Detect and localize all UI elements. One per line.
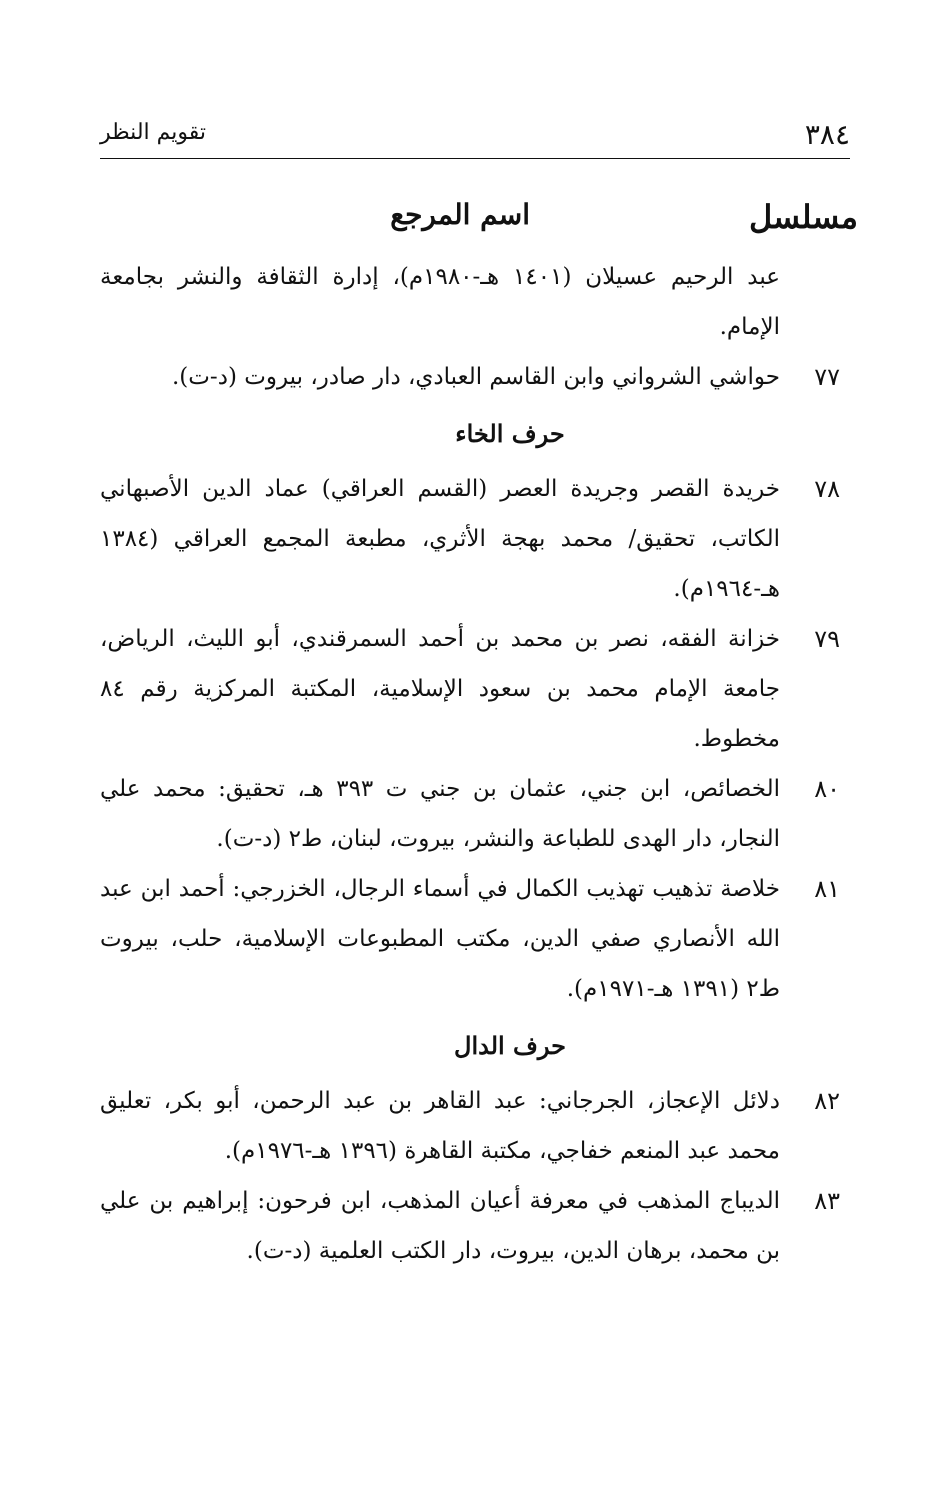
bibliography-entry bbox=[100, 864, 850, 1014]
bibliography-entry bbox=[100, 352, 850, 402]
entry-number: ٧٨ bbox=[814, 475, 840, 503]
entry-number: ٧٩ bbox=[814, 625, 840, 653]
entry-text: خزانة الفقه، نصر بن محمد بن أحمد السمرقندي، أبو الليث، الرياض، جامعة الإمام محمد بن سعود الإسلامية، المكتبة المركزية رقم ٨٤ مخطوط. bbox=[100, 626, 780, 752]
entry-text: خريدة القصر وجريدة العصر (القسم العراقي) عماد الدين الأصبهاني الكاتب، تحقيق/ محمد بهجة الأثري، مطبعة المجمع العراقي (١٣٨٤ هـ-١٩٦٤م). bbox=[100, 476, 780, 602]
entry-text: عبد الرحيم عسيلان (١٤٠١ هـ-١٩٨٠م)، إدارة الثقافة والنشر بجامعة الإمام. bbox=[100, 264, 780, 340]
page-number: ٣٨٤ bbox=[804, 118, 850, 151]
header-rule bbox=[100, 158, 850, 159]
bibliography-entry bbox=[100, 764, 850, 864]
column-headings bbox=[100, 198, 858, 248]
section-heading-dal: حرف الدال bbox=[454, 1031, 566, 1060]
entry-text: دلائل الإعجاز، الجرجاني: عبد القاهر بن عبد الرحمن، أبو بكر، تعليق محمد عبد المنعم خفاجي، مكتبة القاهرة (١٣٩٦ هـ-١٩٧٦م). bbox=[100, 1088, 780, 1164]
entry-text: خلاصة تذهيب تهذيب الكمال في أسماء الرجال، الخزرجي: أحمد ابن عبد الله الأنصاري صفي الدين، مكتب المطبوعات الإسلامية، حلب، بيروت ط٢ (١٣٩١ هـ-١٩٧١م). bbox=[100, 876, 780, 1002]
bibliography-entry bbox=[100, 464, 850, 614]
entry-text: الديباج المذهب في معرفة أعيان المذهب، ابن فرحون: إبراهيم بن علي بن محمد، برهان الدين، بيروت، دار الكتب العلمية (د-ت). bbox=[100, 1188, 780, 1264]
bibliography-entry-continued bbox=[100, 252, 850, 352]
serial-column-heading: مسلسل bbox=[748, 198, 858, 236]
entry-number: ٨١ bbox=[814, 875, 840, 903]
entry-text: الخصائص، ابن جني، عثمان بن جني ت ٣٩٣ هـ، تحقيق: محمد علي النجار، دار الهدى للطباعة والنشر، بيروت، لبنان، ط٢ (د-ت). bbox=[100, 776, 780, 852]
entry-number bbox=[780, 252, 850, 352]
bibliography-entry bbox=[100, 1076, 850, 1176]
entry-number: ٨٠ bbox=[814, 775, 840, 803]
entry-number: ٨٣ bbox=[814, 1187, 840, 1215]
entry-number: ٨٢ bbox=[814, 1087, 840, 1115]
reference-column-heading: اسم المرجع bbox=[390, 198, 530, 231]
entry-text: حواشي الشرواني وابن القاسم العبادي، دار صادر، بيروت (د-ت). bbox=[172, 364, 780, 390]
bibliography-entry bbox=[100, 614, 850, 764]
book-title: تقويم النظر bbox=[100, 120, 207, 145]
bibliography-entry bbox=[100, 1176, 850, 1276]
section-heading-kha: حرف الخاء bbox=[455, 419, 565, 448]
bibliography-list bbox=[100, 252, 850, 1276]
running-header bbox=[100, 118, 850, 158]
entry-number: ٧٧ bbox=[814, 363, 840, 391]
